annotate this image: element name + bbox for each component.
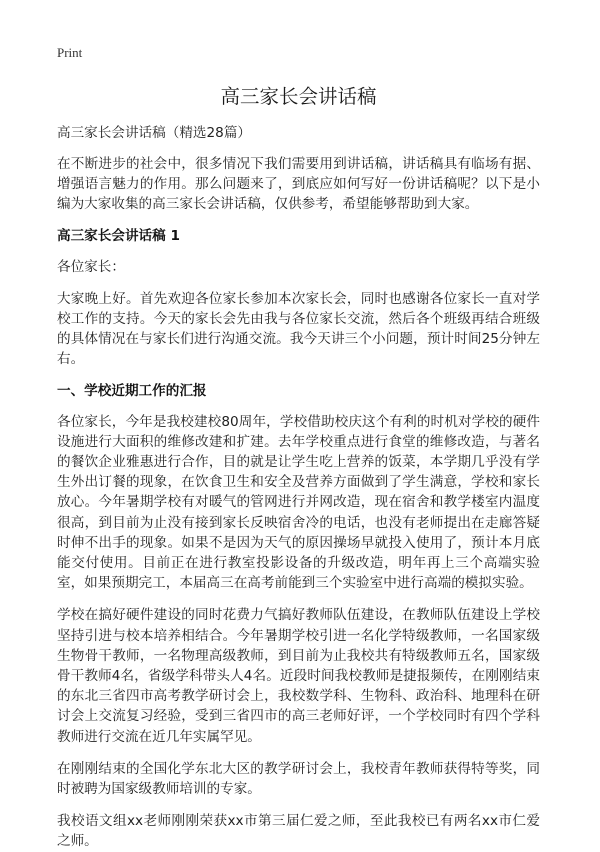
body-paragraph: 学校在搞好硬件建设的同时花费力气搞好教师队伍建设，在教师队伍建设上学校坚持引进与校本培养相结合。今年暑期学校引进一名化学特级教师，一名国家级生物骨干教师，一名物理高级教师，到目前为止我校共有特级教师五名，国家级骨干教师4名，省级学科带头人4名。近段时间我校教师是捷报频传，在刚刚结束的东北三省四市高考教学研讨会上，我校数学科、生物科、政治科、地理科在研讨会上交流复习经验，受到三省四市的高三老师好评，一个学校同时有四个学科教师进行交流在近几年实属罕见。 — [57, 607, 540, 745]
body-paragraph: 在刚刚结束的全国化学东北大区的教学研讨会上，我校青年教师获得特等奖，同时被聘为国家级教师培训的专家。 — [57, 760, 540, 798]
body-paragraph: 我校语文组xx老师刚刚荣获xx市第三届仁爱之师，至此我校已有两名xx市仁爱之师。 — [57, 813, 540, 850]
document-subtitle: 高三家长会讲话稿（精选28篇） — [57, 125, 252, 141]
body-paragraph: 大家晚上好。首先欢迎各位家长参加本次家长会，同时也感谢各位家长一直对学校工作的支持。今天的家长会先由我与各位家长交流，然后各个班级再结合班级的具体情况在与家长们进行沟通交流。我今天讲三个小问题，预计时间25分钟左右。 — [57, 290, 540, 368]
intro-paragraph: 在不断进步的社会中，很多情况下我们需要用到讲话稿，讲话稿具有临场有据、增强语言魅力的作用。那么问题来了，到底应如何写好一份讲话稿呢？以下是小编为大家收集的高三家长会讲话稿，仅供参考，希望能够帮助到大家。 — [57, 156, 540, 213]
section-heading: 高三家长会讲话稿 1 — [57, 227, 180, 244]
page-title: 高三家长会讲话稿 — [220, 85, 377, 108]
greeting-paragraph: 各位家长： — [57, 258, 125, 275]
body-paragraph: 各位家长，今年是我校建校80周年，学校借助校庆这个有利的时机对学校的硬件设施进行大面积的维修改建和扩建。去年学校重点进行食堂的维修改造，与著名的餐饮企业雅惠进行合作，目的就是让学生吃上营养的饭菜，本学期几乎没有学生外出订餐的现象，在饮食卫生和安全及营养方面做到了学生满意，学校和家长放心。今年暑期学校有对暖气的管网进行并网改造，现在宿舍和教学楼室内温度很高，到目前为止没有接到家长反映宿舍冷的电话，也没有老师提出在走廊答疑时伸不出手的现象。如果不是因为天气的原因操场早就投入使用了，预计本月底能交付使用。目前正在进行教室投影设备的升级改造，明年再上三个高端实验室，如果预期完工，本届高三在高考前能到三个实验室中进行高端的模拟实验。 — [57, 413, 540, 592]
subsection-heading: 一、学校近期工作的汇报 — [57, 382, 207, 399]
print-link[interactable]: Print — [57, 45, 83, 60]
